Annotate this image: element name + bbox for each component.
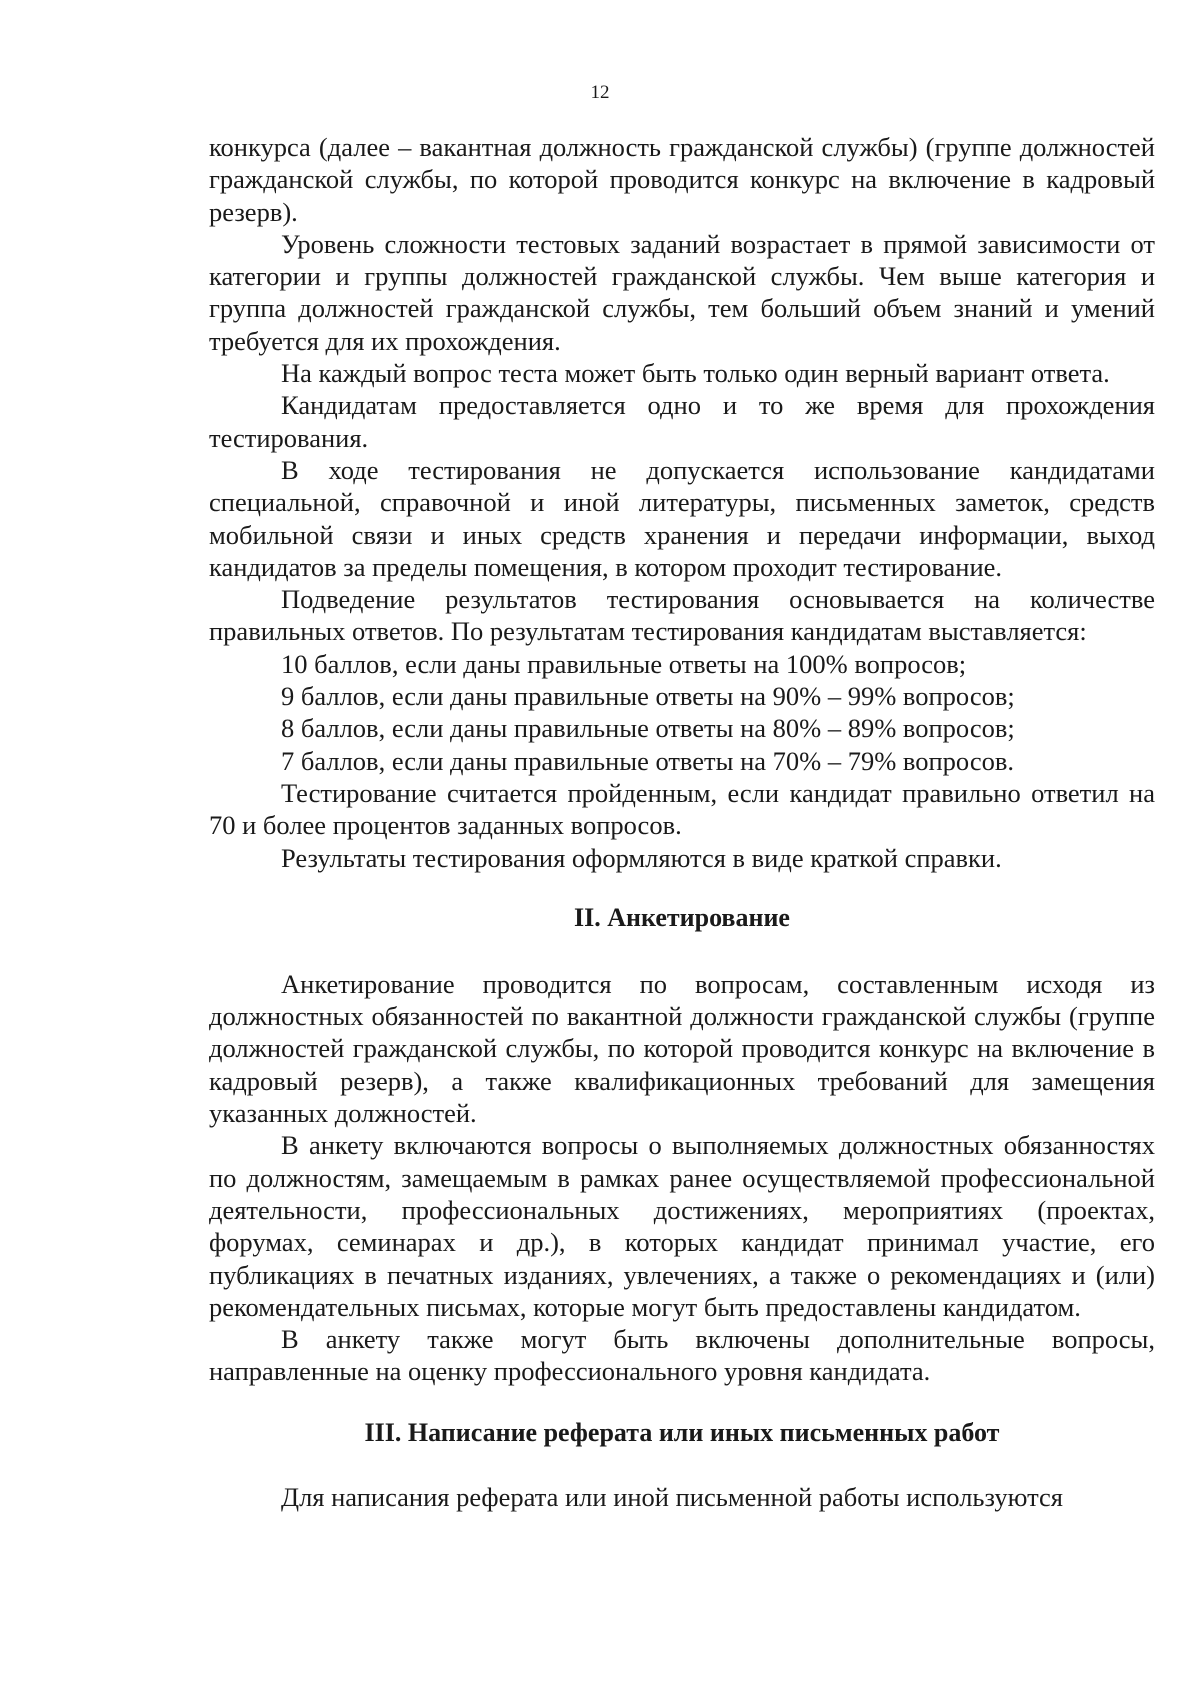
paragraph-essay-intro: Для написания реферата или иной письменной работы используются (281, 1481, 1063, 1512)
score-list-item: 7 баллов, если даны правильные ответы на 70% – 79% вопросов. (281, 745, 1014, 776)
paragraph-pass-threshold: Тестирование считается пройденным, если кандидат правильно ответил на 70 и более процентов заданных вопросов. (209, 777, 1155, 841)
page-number: 12 (590, 82, 610, 103)
score-list-item: 9 баллов, если даны правильные ответы на 90% – 99% вопросов; (281, 681, 1015, 712)
paragraph-results-format: Результаты тестирования оформляются в виде краткой справки. (281, 842, 1002, 873)
paragraph-questionnaire-extra: В анкету также могут быть включены дополнительные вопросы, направленные на оценку профессионального уровня кандидата. (209, 1324, 1155, 1387)
paragraph-test-restrictions: В ходе тестирования не допускается использование кандидатами специальной, справочной и иной литературы, письменных заметок, средств мобильной связи и иных средств хранения и передачи информации, выход кандидатов за пределы помещения, в котором проходит тестирование. (209, 454, 1155, 582)
score-list-item: 10 баллов, если даны правильные ответы на 100% вопросов; (281, 648, 967, 679)
section-heading-questionnaire: II. Анкетирование (574, 902, 790, 932)
section-heading-essay: III. Написание реферата или иных письменных работ (364, 1417, 1000, 1447)
paragraph-equal-time: Кандидатам предоставляется одно и то же время для прохождения тестирования. (209, 390, 1155, 453)
paragraph-questionnaire-basis: Анкетирование проводится по вопросам, составленным исходя из должностных обязанностей по вакантной должности гражданской службы (группе должностей гражданской службы, по которой проводится конкурс на включение в кадровый резерв), а также квалификационных требований для замещения указанных должностей. (209, 968, 1155, 1129)
paragraph-results-intro: Подведение результатов тестирования основывается на количестве правильных ответов. По результатам тестирования кандидатам выставляется: (209, 584, 1155, 647)
paragraph-questionnaire-contents: В анкету включаются вопросы о выполняемых должностных обязанностях по должностям, замещаемым в рамках ранее осуществляемой профессиональной деятельности, профессиональных достижениях, мероприятиях (проектах, форумах, семинарах и др.), в которых кандидат принимал участие, его публикациях в печатных изданиях, увлечениях, а также о рекомендациях и (или) рекомендательных письмах, которые могут быть предоставлены кандидатом. (209, 1130, 1155, 1322)
paragraph-continuation: конкурса (далее – вакантная должность гражданской службы) (группе должностей гражданской службы, по которой проводится конкурс на включение в кадровый резерв). (209, 132, 1155, 227)
score-list-item: 8 баллов, если даны правильные ответы на 80% – 89% вопросов; (281, 713, 1015, 744)
paragraph-single-answer: На каждый вопрос теста может быть только один верный вариант ответа. (281, 358, 1110, 389)
paragraph-test-difficulty: Уровень сложности тестовых заданий возрастает в прямой зависимости от категории и группы должностей гражданской службы. Чем выше категория и группа должностей гражданской службы, тем больший объем знаний и умений требуется для их прохождения. (209, 228, 1155, 356)
page-content (209, 131, 1155, 1513)
